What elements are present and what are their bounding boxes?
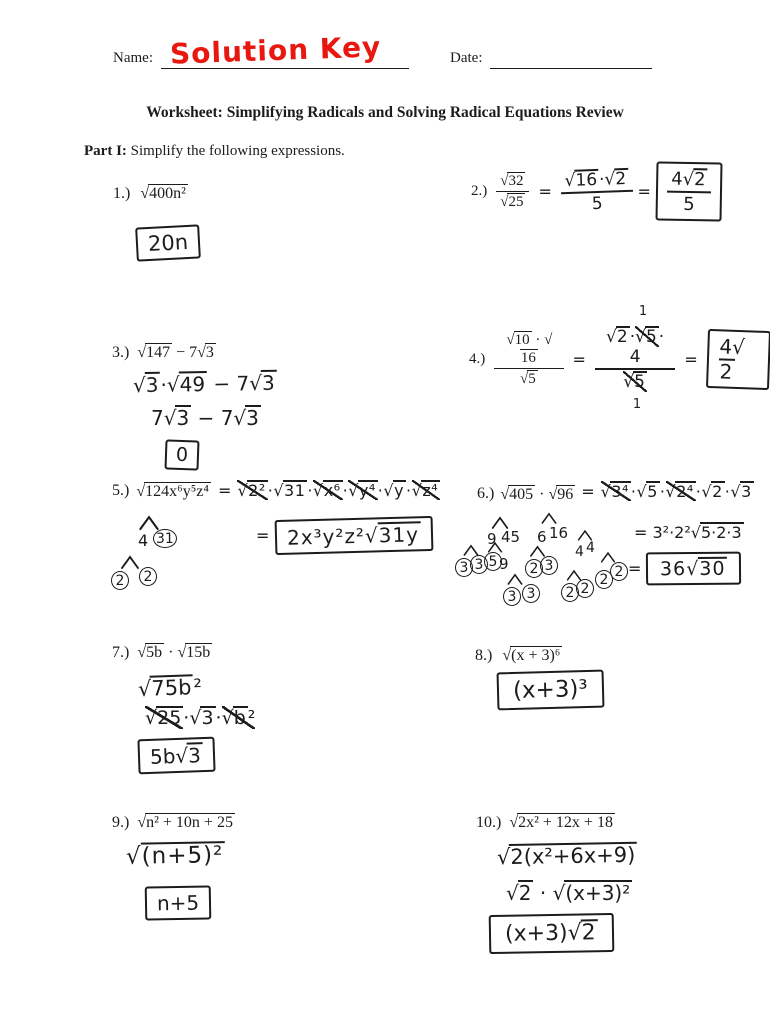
- factor-node: 9: [487, 530, 497, 548]
- problem-2: [471, 162, 722, 221]
- factor-branch-icon: [600, 552, 616, 562]
- problem-9-answer: n+5: [156, 890, 200, 916]
- problem-2-answer-fraction: [666, 168, 711, 216]
- problem-4-answer: 4√2: [718, 333, 746, 384]
- problem-6-number: 6.): [477, 485, 495, 502]
- problem-6-answer: 36√30: [660, 558, 728, 581]
- problem-2-work-fraction: [560, 168, 633, 216]
- problem-8-answer: (x+3)³: [512, 676, 589, 704]
- problem-6-work-line-2: = 3²·2²√5·2·3: [634, 523, 742, 542]
- problem-10-answer: (x+3)√2: [505, 920, 598, 947]
- problem-7-answer: 5b√3: [149, 743, 202, 769]
- work-denominator: √5: [623, 372, 645, 393]
- factor-branch-icon: [117, 556, 143, 568]
- handwritten-name: Solution Key: [169, 30, 382, 71]
- printed-numerator: √10 · √16: [494, 331, 563, 369]
- factor-branch-icon: [487, 542, 503, 552]
- factor-node-circled: 2: [595, 570, 613, 589]
- factor-node: 6: [537, 528, 547, 546]
- factor-branch-icon: [505, 574, 525, 584]
- answer-numerator: 4√2: [667, 168, 712, 194]
- problem-5-work-line-1: = √2² ·√31 ·√x⁶ ·√y⁴ ·√y ·√z⁴: [217, 481, 439, 500]
- factor-node-circled: 3: [540, 556, 558, 575]
- problem-10-work-line-2: √2 · √(x+3)²: [506, 881, 631, 905]
- problem-4: [469, 304, 770, 413]
- problem-3-answer-box: [164, 439, 199, 470]
- problem-4-work-fraction: [595, 304, 675, 413]
- cancel-hint-top: 1: [638, 304, 648, 319]
- problem-3-answer: 0: [175, 443, 189, 467]
- factor-node: 45: [501, 528, 521, 546]
- printed-denominator: √25: [500, 194, 524, 211]
- problem-1-answer-box: [135, 224, 201, 261]
- problem-10-expression: √2x² + 12x + 18: [509, 814, 613, 831]
- problem-2-printed-fraction: [496, 172, 529, 211]
- factor-branch-icon: [539, 513, 559, 523]
- equals-sign: =: [572, 349, 586, 369]
- factor-branch-icon: [489, 517, 511, 528]
- factor-node-circled: 2: [139, 567, 157, 586]
- factor-node-circled: 2: [525, 559, 543, 578]
- problem-3-work-line-1: √3·√49 − 7√3: [132, 370, 275, 398]
- equals-sign: =: [637, 182, 651, 202]
- equals-sign: =: [628, 559, 642, 579]
- problem-4-number: 4.): [469, 350, 486, 367]
- problem-3: [112, 343, 216, 362]
- problem-1-answer: 20n: [147, 229, 189, 257]
- problem-8-expression: √(x + 3)⁶: [502, 647, 561, 664]
- answer-denominator: 5: [682, 194, 695, 216]
- equals-sign: =: [684, 349, 698, 369]
- problem-7-work-line-1: √75b²: [137, 674, 203, 702]
- problem-1: [113, 184, 188, 203]
- problem-6-work-line-1: √3⁴ ·√5 ·√2⁴ ·√2 ·√3: [600, 482, 752, 501]
- problem-6-expression: √405 · √96: [500, 486, 574, 503]
- factor-branch-icon: [529, 546, 546, 556]
- problem-6: [477, 482, 754, 504]
- problem-2-answer-box: [655, 161, 722, 221]
- printed-numerator: √32: [496, 172, 529, 192]
- printed-denominator: √5: [520, 370, 536, 387]
- factor-node: 4: [586, 540, 595, 556]
- problem-8-number: 8.): [475, 647, 493, 664]
- problem-9-number: 9.): [112, 814, 130, 831]
- equals-sign: =: [538, 182, 552, 202]
- problem-9-expression: √n² + 10n + 25: [137, 814, 233, 831]
- problem-7: [112, 643, 212, 662]
- factor-node-circled: 3: [470, 555, 488, 574]
- factor-node-circled: 2: [561, 583, 579, 602]
- problem-9-work-line-1: √(n+5)²: [126, 841, 226, 870]
- work-numerator: √16·√2: [560, 168, 632, 195]
- problem-10: [476, 813, 615, 832]
- problem-9-answer-box: [145, 885, 212, 920]
- factor-node-circled: 2: [111, 571, 129, 590]
- factor-node-circled: 3: [503, 587, 521, 606]
- problem-8: [475, 646, 562, 665]
- worksheet-title: Worksheet: Simplifying Radicals and Solving Radical Equations Review: [146, 104, 624, 121]
- factor-node: 16: [549, 524, 569, 542]
- factor-branch-icon: [577, 530, 593, 540]
- problem-4-printed-fraction: [494, 331, 563, 388]
- factor-branch-icon: [462, 545, 480, 555]
- factor-node-circled: 31: [153, 529, 177, 548]
- problem-1-expression: √400n²: [140, 185, 186, 202]
- date-label: Date:: [450, 50, 483, 66]
- problem-3-work-line-2: 7√3 − 7√3: [151, 406, 259, 430]
- work-numerator: √2 ·√5 · 4: [595, 326, 675, 370]
- problem-3-number: 3.): [112, 344, 130, 361]
- factor-node-circled: 2: [576, 579, 594, 598]
- problem-7-answer-box: [137, 737, 215, 775]
- problem-9: [112, 813, 235, 832]
- work-denominator: 5: [591, 193, 603, 215]
- problem-1-number: 1.): [113, 185, 131, 202]
- problem-5-number: 5.): [112, 482, 130, 499]
- problem-8-answer-box: [497, 670, 605, 711]
- problem-10-number: 10.): [476, 814, 502, 831]
- part-heading: [84, 143, 345, 160]
- problem-5-answer-row: [256, 518, 433, 553]
- problem-7-work-line-2: √25 ·√3 ·√b ²: [145, 707, 256, 729]
- problem-7-expression: √5b · √15b: [137, 644, 211, 661]
- factor-node: 4: [575, 544, 584, 560]
- factor-branch-icon: [134, 516, 164, 529]
- factor-branch-icon: [566, 570, 582, 580]
- part-text: Simplify the following expressions.: [126, 143, 345, 159]
- problem-10-work-line-1: √2(x²+6x+9): [497, 842, 638, 870]
- part-label: Part I:: [84, 143, 127, 159]
- factor-node-circled: 3: [522, 584, 540, 603]
- factor-node: 9: [499, 555, 509, 573]
- equals-sign: =: [256, 526, 270, 545]
- problem-2-number: 2.): [471, 183, 488, 200]
- problem-4-answer-box: [706, 328, 770, 389]
- name-label: Name:: [113, 50, 153, 66]
- problem-5-answer-box: [275, 516, 434, 555]
- problem-10-answer-box: [489, 913, 614, 954]
- problem-5-expression: √124x⁶y⁵z⁴: [136, 483, 209, 500]
- date-line: [490, 30, 652, 69]
- problem-3-expression: √147 − 7√3: [137, 344, 214, 361]
- factor-node-circled: 5: [484, 552, 502, 571]
- problem-6-answer-box: [646, 552, 742, 586]
- cancel-hint-bottom: 1: [632, 397, 642, 413]
- equals-sign: =: [581, 482, 595, 501]
- problem-5: [112, 482, 440, 501]
- problem-6-answer-row: [628, 552, 742, 585]
- factor-node-circled: 3: [455, 558, 473, 577]
- factor-node-circled: 2: [610, 562, 628, 581]
- problem-7-number: 7.): [112, 644, 130, 661]
- factor-node: 4: [138, 531, 149, 550]
- problem-5-answer: 2x³y²z²√31y: [287, 522, 420, 550]
